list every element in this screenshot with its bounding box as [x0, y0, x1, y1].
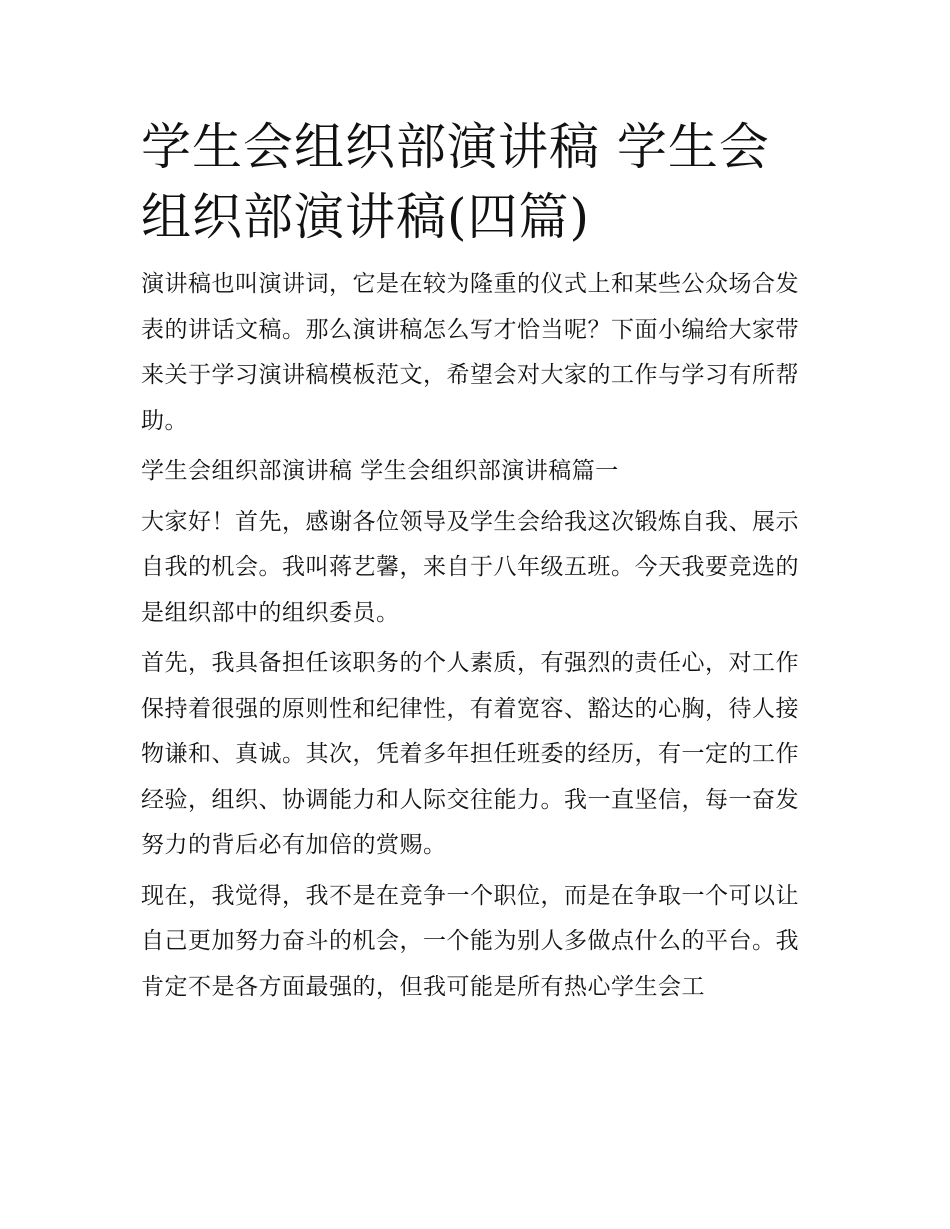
intro-paragraph: 演讲稿也叫演讲词，它是在较为隆重的仪式上和某些公众场合发表的讲话文稿。那么演讲稿怎么写才恰当呢？下面小编给大家带来关于学习演讲稿模板范文，希望会对大家的工作与学习有所帮助。 [141, 271, 799, 434]
body-paragraph: 大家好！首先，感谢各位领导及学生会给我这次锻炼自我、展示自我的机会。我叫蒋艺馨，来自于八年级五班。今天我要竞选的是组织部中的组织委员。 [141, 508, 799, 626]
body-paragraph: 首先，我具备担任该职务的个人素质，有强烈的责任心，对工作保持着很强的原则性和纪律性，有着宽容、豁达的心胸，待人接物谦和、真诚。其次，凭着多年担任班委的经历，有一定的工作经验，组织、协调能力和人际交往能力。我一直坚信，每一奋发努力的背后必有加倍的赏赐。 [141, 650, 799, 858]
body-paragraph: 现在，我觉得，我不是在竞争一个职位，而是在争取一个可以让自己更加努力奋斗的机会，一个能为别人多做点什么的平台。我肯定不是各方面最强的，但我可能是所有热心学生会工 [141, 882, 799, 1000]
document-body [141, 112, 813, 1010]
document-title: 学生会组织部演讲稿 学生会组织部演讲稿(四篇) [141, 118, 770, 246]
section-heading: 学生会组织部演讲稿 学生会组织部演讲稿篇一 [141, 458, 619, 484]
